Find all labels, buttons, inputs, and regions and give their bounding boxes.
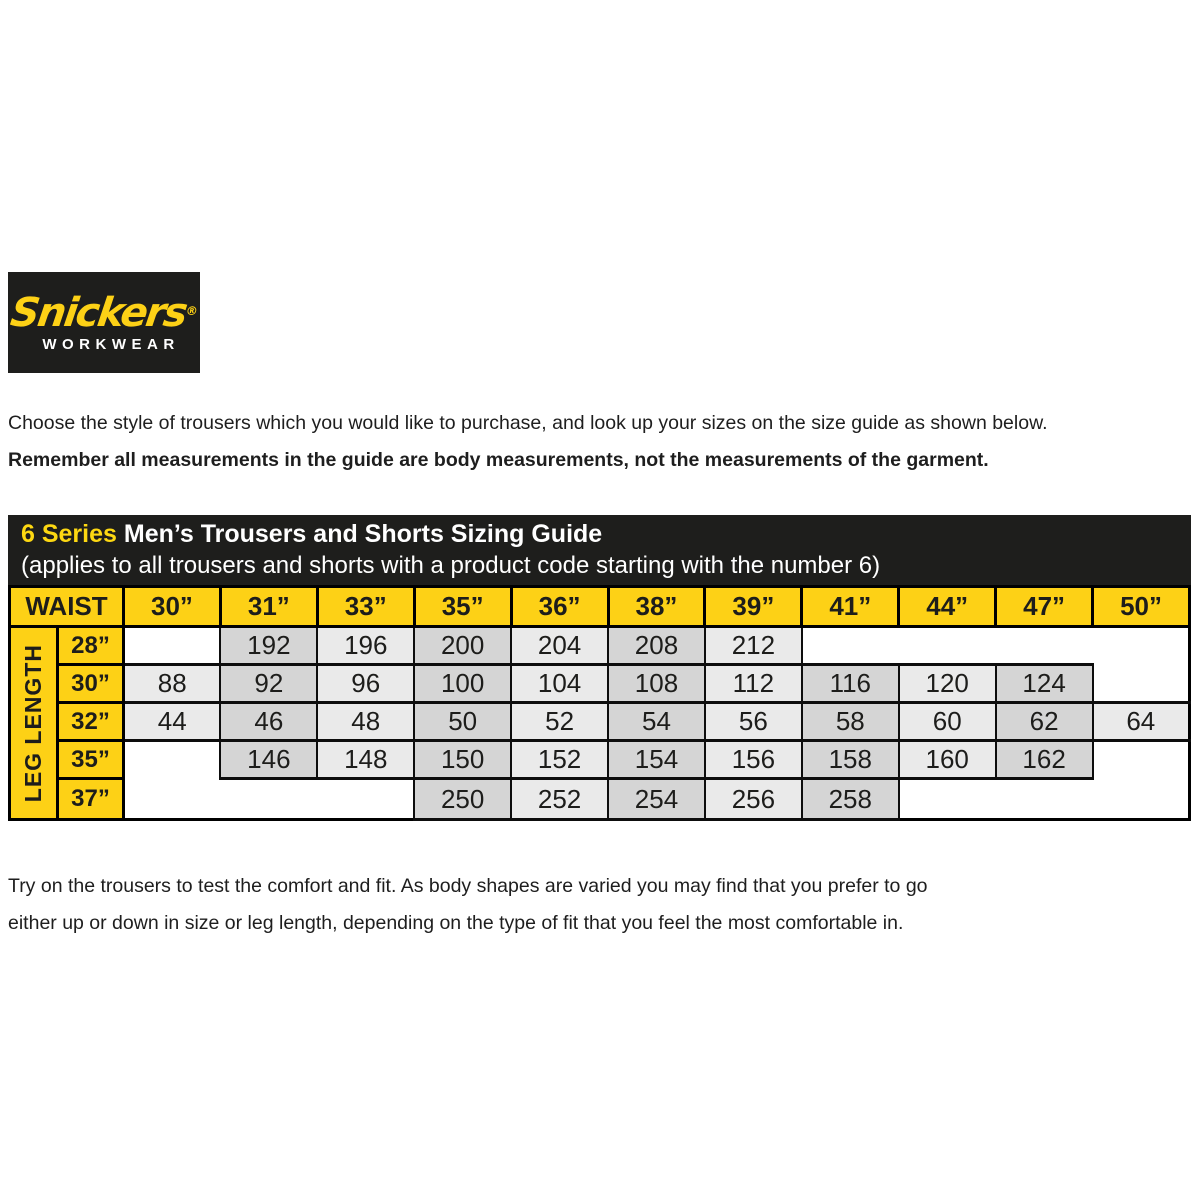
size-cell: 50 [414,703,511,741]
waist-size-header: 33” [317,587,414,627]
size-cell: 100 [414,665,511,703]
title-rest: Men’s Trousers and Shorts Sizing Guide [116,520,603,548]
size-cell: 52 [511,703,608,741]
series-highlight: 6 Series [21,520,117,548]
sizing-guide-title [21,519,1191,550]
waist-size-header: 41” [802,587,899,627]
waist-size-header: 44” [899,587,996,627]
leg-size-header: 30” [58,665,124,703]
empty-cell [220,779,317,820]
size-cell: 104 [511,665,608,703]
empty-cell [996,779,1093,820]
size-cell: 46 [220,703,317,741]
size-cell: 250 [414,779,511,820]
intro-line-2: Remember all measurements in the guide are body measurements, not the measurements of the garment. [8,449,989,471]
size-cell: 62 [996,703,1093,741]
size-cell: 112 [705,665,802,703]
size-cell: 120 [899,665,996,703]
snickers-logo-script [7,289,200,336]
sizing-guide-title-bar [8,515,1191,585]
size-cell: 64 [1093,703,1190,741]
empty-cell [1093,665,1190,703]
intro-paragraph [8,405,1168,479]
size-cell: 44 [124,703,221,741]
size-cell: 54 [608,703,705,741]
empty-cell [124,741,221,779]
size-cell: 58 [802,703,899,741]
empty-cell [899,779,996,820]
size-cell: 146 [220,741,317,779]
leg-size-header: 28” [58,627,124,665]
sizing-guide-subtitle: (applies to all trousers and shorts with a product code starting with the number 6) [21,552,881,579]
waist-size-header: 47” [996,587,1093,627]
size-row [10,741,1190,779]
size-cell: 96 [317,665,414,703]
size-cell: 212 [705,627,802,665]
empty-cell [1093,627,1190,665]
size-cell: 108 [608,665,705,703]
empty-cell [317,779,414,820]
size-cell: 156 [705,741,802,779]
size-cell: 92 [220,665,317,703]
size-cell: 154 [608,741,705,779]
size-cell: 56 [705,703,802,741]
size-cell: 200 [414,627,511,665]
size-row [10,779,1190,820]
waist-size-header: 30” [124,587,221,627]
waist-size-header: 36” [511,587,608,627]
size-row [10,627,1190,665]
size-cell: 116 [802,665,899,703]
size-cell: 162 [996,741,1093,779]
size-cell: 48 [317,703,414,741]
size-table [8,585,1191,821]
leg-length-vertical-label: LEG LENGTH [20,643,46,803]
size-cell: 152 [511,741,608,779]
empty-cell [899,627,996,665]
size-cell: 204 [511,627,608,665]
snickers-logo [8,272,200,373]
size-cell: 252 [511,779,608,820]
waist-size-header: 38” [608,587,705,627]
footer-paragraph [8,868,1068,942]
size-cell: 258 [802,779,899,820]
intro-line-1: Choose the style of trousers which you would like to purchase, and look up your sizes on the size guide as shown below. [8,412,1048,434]
leg-size-header: 32” [58,703,124,741]
leg-length-header [10,627,58,820]
size-cell: 158 [802,741,899,779]
empty-cell [802,627,899,665]
footer-line-1: Try on the trousers to test the comfort and fit. As body shapes are varied you may find that you prefer to go [8,875,928,897]
footer-line-2: either up or down in size or leg length, depending on the type of fit that you feel the most comfortable in. [8,912,904,934]
waist-corner-header: WAIST [10,587,124,627]
waist-size-header: 50” [1093,587,1190,627]
size-cell: 124 [996,665,1093,703]
empty-cell [1093,779,1190,820]
size-cell: 196 [317,627,414,665]
waist-size-header: 39” [705,587,802,627]
size-row [10,665,1190,703]
size-cell: 192 [220,627,317,665]
waist-size-header: 35” [414,587,511,627]
leg-size-header: 35” [58,741,124,779]
size-cell: 60 [899,703,996,741]
empty-cell [1093,741,1190,779]
size-cell: 256 [705,779,802,820]
workwear-label: WORKWEAR [42,335,180,353]
sizing-guide [8,515,1191,821]
size-cell: 160 [899,741,996,779]
leg-size-header: 37” [58,779,124,820]
size-cell: 254 [608,779,705,820]
waist-size-header: 31” [220,587,317,627]
empty-cell [124,627,221,665]
empty-cell [124,779,221,820]
waist-header-row [10,587,1190,627]
size-cell: 88 [124,665,221,703]
registered-mark-icon: ® [184,303,199,318]
empty-cell [996,627,1093,665]
size-cell: 148 [317,741,414,779]
size-cell: 208 [608,627,705,665]
brand-name: Snickers [7,289,189,336]
size-row [10,703,1190,741]
size-cell: 150 [414,741,511,779]
